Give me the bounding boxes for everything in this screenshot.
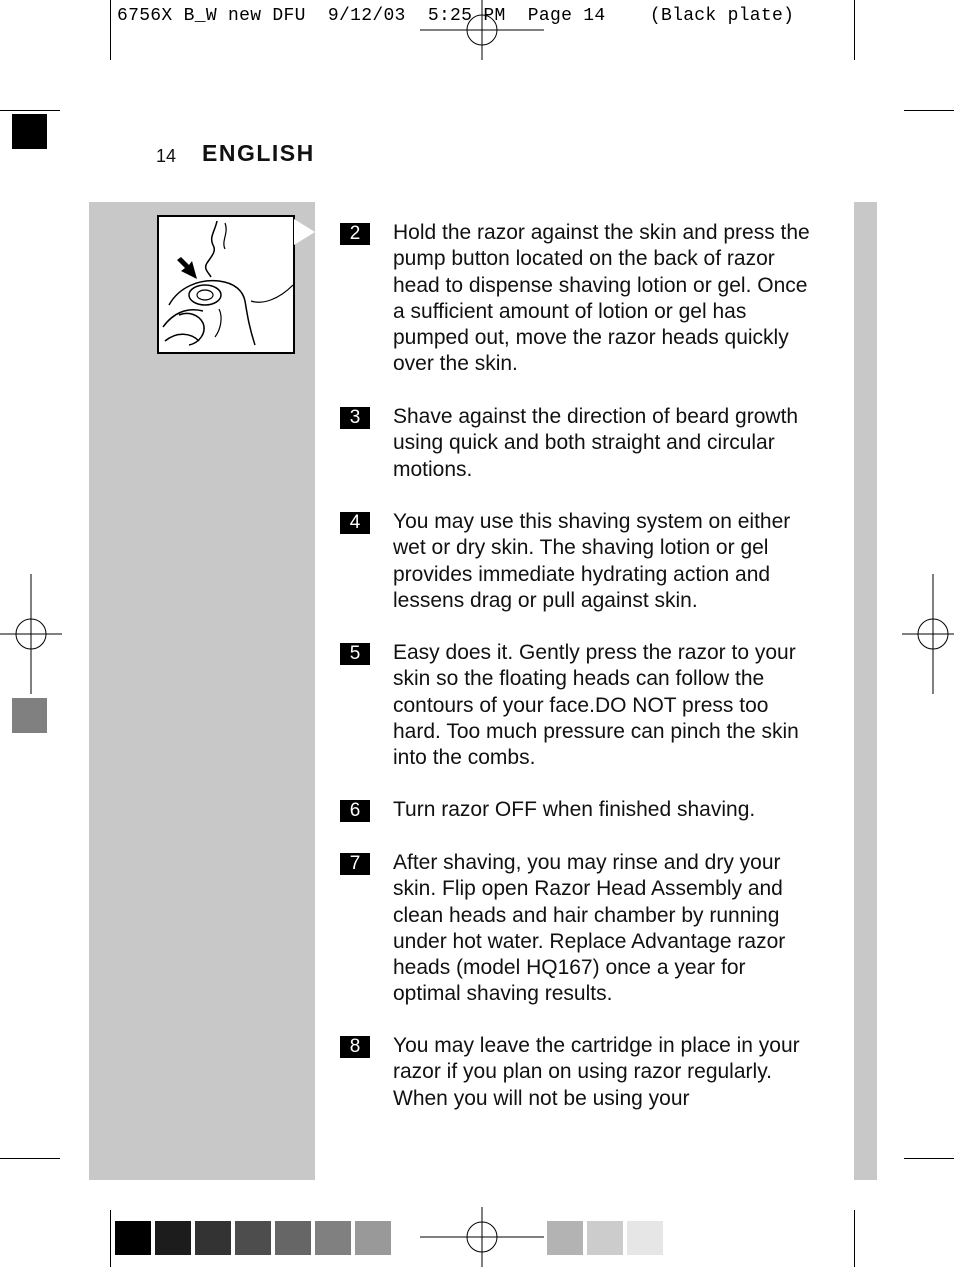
thumb-tab-black [12,114,47,149]
crop-mark [904,1158,954,1159]
step-number-badge: 4 [340,512,370,534]
color-swatch [275,1221,311,1255]
crop-mark [904,110,954,111]
step-text: Turn razor OFF when finished shaving. [393,798,756,821]
registration-mark-bottom [420,1207,544,1267]
crop-mark [0,110,60,111]
registration-mark-right [902,574,954,694]
step-number-badge: 8 [340,1036,370,1058]
color-swatch [315,1221,351,1255]
step-number-badge: 3 [340,407,370,429]
step-text: After shaving, you may rinse and dry your skin. Flip open Razor Head Assembly and clean heads and hair chamber by running under hot water. Replace Advantage razor heads (model HQ167) once a year for optimal shaving results. [393,851,786,1006]
registration-mark-left [0,574,62,694]
crop-mark [854,0,855,60]
section-title: ENGLISH [202,140,315,166]
color-swatch [155,1221,191,1255]
step-5 [340,640,810,771]
crop-mark [854,1210,855,1267]
step-7 [340,850,810,1008]
step-2 [340,220,810,378]
step-8 [340,1033,810,1112]
step-6 [340,797,810,823]
step-text: Hold the razor against the skin and press the pump button located on the back of razor head to dispense shaving lotion or gel. Once a sufficient amount of lotion or gel has pumped out, move the razor heads quickly over the skin. [393,221,810,376]
step-text: You may use this shaving system on either wet or dry skin. The shaving lotion or gel provides immediate hydrating action and lessens drag or pull against skin. [393,510,791,612]
registration-mark-top [420,0,544,60]
printer-slug: 6756X B_W new DFU 9/12/03 5:25 PM Page 14 (Black plate) [117,6,795,26]
step-number-badge: 2 [340,223,370,245]
color-swatch [627,1221,663,1255]
step-number-badge: 7 [340,853,370,875]
color-swatch [355,1221,391,1255]
color-swatch [235,1221,271,1255]
crop-mark [110,1210,111,1267]
step-number-badge: 5 [340,643,370,665]
thumb-tab-gray [12,698,47,733]
step-text: Easy does it. Gently press the razor to your skin so the floating heads can follow the contours of your face.DO NOT press too hard. Too much pressure can pinch the skin into the combs. [393,641,799,770]
step-text: You may leave the cartridge in place in your razor if you plan on using razor regularly. When you will not be using your [393,1034,800,1110]
callout-pointer [294,219,315,245]
step-number-badge: 6 [340,800,370,822]
step-3 [340,404,810,483]
page-number: 14 [156,146,177,166]
color-swatch [547,1221,583,1255]
crop-mark [0,1158,60,1159]
step-text: Shave against the direction of beard growth using quick and both straight and circular motions. [393,405,799,481]
right-gray-panel [854,202,877,1180]
color-swatch [195,1221,231,1255]
color-swatch [115,1221,151,1255]
razor-illustration [157,215,295,354]
crop-mark [110,0,111,60]
step-4 [340,509,810,614]
color-swatch [587,1221,623,1255]
